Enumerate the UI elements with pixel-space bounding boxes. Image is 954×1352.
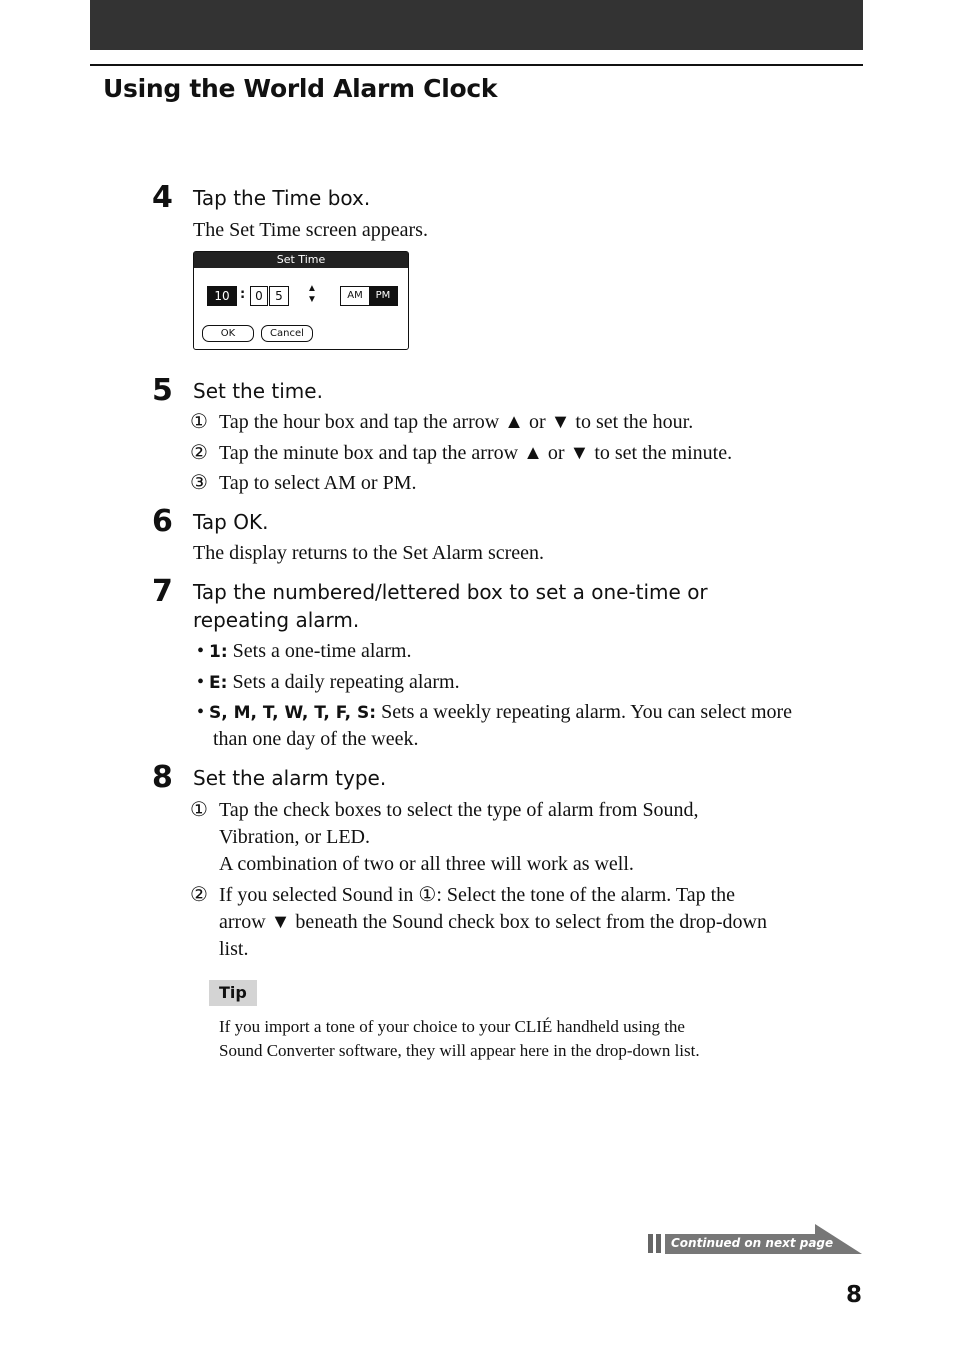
step-5-heading: Set the time. <box>193 379 323 403</box>
header-rule <box>90 64 863 66</box>
minute-tens-box[interactable]: 0 <box>250 286 268 306</box>
step-6-body: The display returns to the Set Alarm screen. <box>193 542 545 564</box>
bullet-label: E: <box>209 673 228 693</box>
step-5-item <box>190 440 732 467</box>
minute-ones-box[interactable]: 5 <box>269 286 289 306</box>
bullet-text: Sets a weekly repeating alarm. You can select more <box>376 701 793 723</box>
am-pm-toggle <box>340 286 398 306</box>
step-6-number: 6 <box>152 504 173 539</box>
triangle-up-icon[interactable]: ▲ <box>307 283 317 294</box>
item-number: ② <box>190 884 208 906</box>
page-number: 8 <box>846 1282 863 1308</box>
bullet-text: Sets a one-time alarm. <box>227 640 412 662</box>
step-5-number: 5 <box>152 373 173 408</box>
step-4-number: 4 <box>152 180 173 215</box>
item-text: Tap to select AM or PM. <box>219 472 417 494</box>
bullet-continuation: than one day of the week. <box>213 728 419 750</box>
page-title: Using the World Alarm Clock <box>103 74 498 103</box>
step-8-heading: Set the alarm type. <box>193 766 387 790</box>
item-text: Tap the hour box and tap the arrow ▲ or ▼ to set the hour. <box>219 411 694 433</box>
step-4-heading: Tap the Time box. <box>193 186 371 210</box>
bullet-label: 1: <box>209 642 228 662</box>
step-4-body: The Set Time screen appears. <box>193 219 428 241</box>
list-item: • E: Sets a daily repeating alarm. <box>197 671 460 693</box>
list-item: • 1: Sets a one-time alarm. <box>197 640 412 662</box>
item-number: ③ <box>190 472 208 494</box>
item-text: Tap the minute box and tap the arrow ▲ or ▼ to set the minute. <box>219 442 733 464</box>
tip-text-line2: Sound Converter software, they will appear here in the drop-down list. <box>219 1041 700 1060</box>
step-6-heading: Tap OK. <box>193 510 269 534</box>
list-item: • S, M, T, W, T, F, S: Sets a weekly repeating alarm. You can select more <box>197 701 793 723</box>
item-continuation: arrow ▼ beneath the Sound check box to select from the drop-down <box>219 911 767 933</box>
am-button[interactable]: AM <box>341 287 369 305</box>
item-text: Tap the check boxes to select the type of alarm from Sound, <box>219 799 699 821</box>
step-7-number: 7 <box>152 574 173 609</box>
step-8-item-1 <box>190 797 699 824</box>
step-5-item <box>190 409 693 436</box>
bullet-text: Sets a daily repeating alarm. <box>227 671 460 693</box>
tip-label: Tip <box>209 980 257 1006</box>
ok-button[interactable]: OK <box>202 325 254 342</box>
time-colon: : <box>240 287 246 302</box>
cancel-button[interactable]: Cancel <box>261 325 313 342</box>
set-time-dialog <box>193 251 409 350</box>
item-number: ① <box>190 411 208 433</box>
dialog-title: Set Time <box>194 252 408 268</box>
item-continuation: Vibration, or LED. <box>219 826 370 848</box>
continued-label: Continued on next page <box>671 1236 834 1250</box>
step-7-heading-line2: repeating alarm. <box>193 608 360 632</box>
item-text: If you selected Sound in ①: Select the tone of the alarm. Tap the <box>219 884 736 906</box>
hour-box[interactable]: 10 <box>207 286 237 306</box>
item-continuation: list. <box>219 938 249 960</box>
header-bar <box>90 0 863 50</box>
item-continuation: A combination of two or all three will work as well. <box>219 853 634 875</box>
continued-bars-icon <box>648 1234 662 1253</box>
pm-button[interactable]: PM <box>369 287 397 305</box>
step-5-item <box>190 470 416 497</box>
item-number: ① <box>190 799 208 821</box>
item-number: ② <box>190 442 208 464</box>
bullet-label: S, M, T, W, T, F, S: <box>209 703 377 723</box>
step-8-item-2 <box>190 882 735 909</box>
step-8-number: 8 <box>152 760 173 795</box>
step-7-heading-line1: Tap the numbered/lettered box to set a one-time or <box>193 580 708 604</box>
tip-text-line1: If you import a tone of your choice to your CLIÉ handheld using the <box>219 1017 685 1036</box>
triangle-down-icon[interactable]: ▼ <box>307 294 317 305</box>
